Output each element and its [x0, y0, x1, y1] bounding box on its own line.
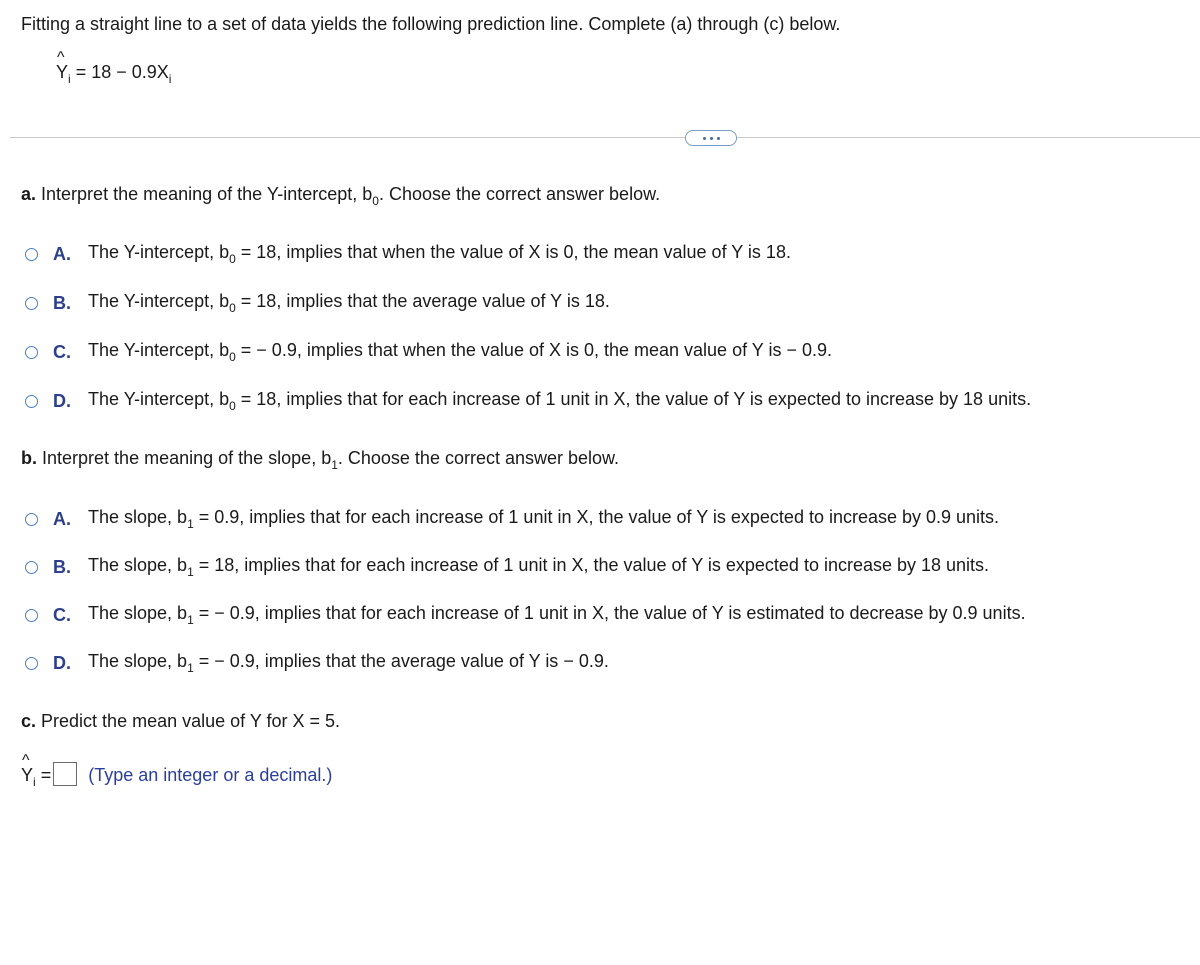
problem-intro: Fitting a straight line to a set of data yields the following prediction line. Complete (a) through (c) below.	[21, 14, 841, 34]
section-divider	[10, 137, 1200, 138]
answer-input[interactable]	[53, 762, 77, 786]
radio-button-icon[interactable]	[25, 395, 38, 408]
radio-button-icon[interactable]	[25, 248, 38, 261]
part-b-option-d[interactable]: D. The slope, $b_1$ = − 0.9, implies that the average value of Y is − 0.9.	[25, 651, 609, 675]
part-a-option-a[interactable]: A. The Y-intercept, $b_0 = 18$, implies that when the value of X is 0, the mean value of Y is 18.	[25, 242, 791, 266]
prediction-equation: ^ $Y_i = 18 - 0.9X_i$	[56, 49, 172, 86]
radio-button-icon[interactable]	[25, 297, 38, 310]
part-b-option-b[interactable]: B. The slope, $b_1 = 18$, implies that for each increase of 1 unit in X, the value of Y is expected to increase by 18 units.	[25, 555, 989, 579]
ellipsis-icon	[703, 137, 706, 140]
part-a-option-d[interactable]: D. The Y-intercept, $b_0 = 18$, implies that for each increase of 1 unit in X, the value of Y is expected to increase by 18 units.	[25, 389, 1031, 413]
radio-button-icon[interactable]	[25, 657, 38, 670]
answer-hint: (Type an integer or a decimal.)	[88, 765, 333, 785]
y-hat-symbol: ^ Y	[21, 752, 34, 785]
part-b-option-c[interactable]: C. The slope, $b_1$ = − 0.9, implies that for each increase of 1 unit in X, the value of Y is estimated to decrease by 0.9 units.	[25, 603, 1026, 627]
radio-button-icon[interactable]	[25, 561, 38, 574]
part-b-option-a[interactable]: A. The slope, $b_1 = 0.9$, implies that for each increase of 1 unit in X, the value of Y is expected to increase by 0.9 units.	[25, 507, 999, 531]
y-hat-symbol: ^ Y	[56, 49, 69, 82]
part-a-option-c[interactable]: C. The Y-intercept, $b_0$ = − 0.9, implies that when the value of X is 0, the mean value of Y is − 0.9.	[25, 340, 832, 364]
radio-button-icon[interactable]	[25, 609, 38, 622]
part-a-option-b[interactable]: B. The Y-intercept, $b_0 = 18$, implies that the average value of Y is 18.	[25, 291, 610, 315]
radio-button-icon[interactable]	[25, 513, 38, 526]
radio-button-icon[interactable]	[25, 346, 38, 359]
part-c-answer-row: ^ $Y_i$ = (Type an integer or a decimal.)	[21, 752, 333, 789]
part-a-question: a. Interpret the meaning of the Y-intercept, $b_0$. Choose the correct answer below.	[21, 184, 661, 208]
part-b-question: b. Interpret the meaning of the slope, $b_1$. Choose the correct answer below.	[21, 448, 620, 472]
part-c-question: c. Predict the mean value of Y for X = 5.	[21, 711, 341, 731]
more-options-button[interactable]	[685, 130, 737, 146]
